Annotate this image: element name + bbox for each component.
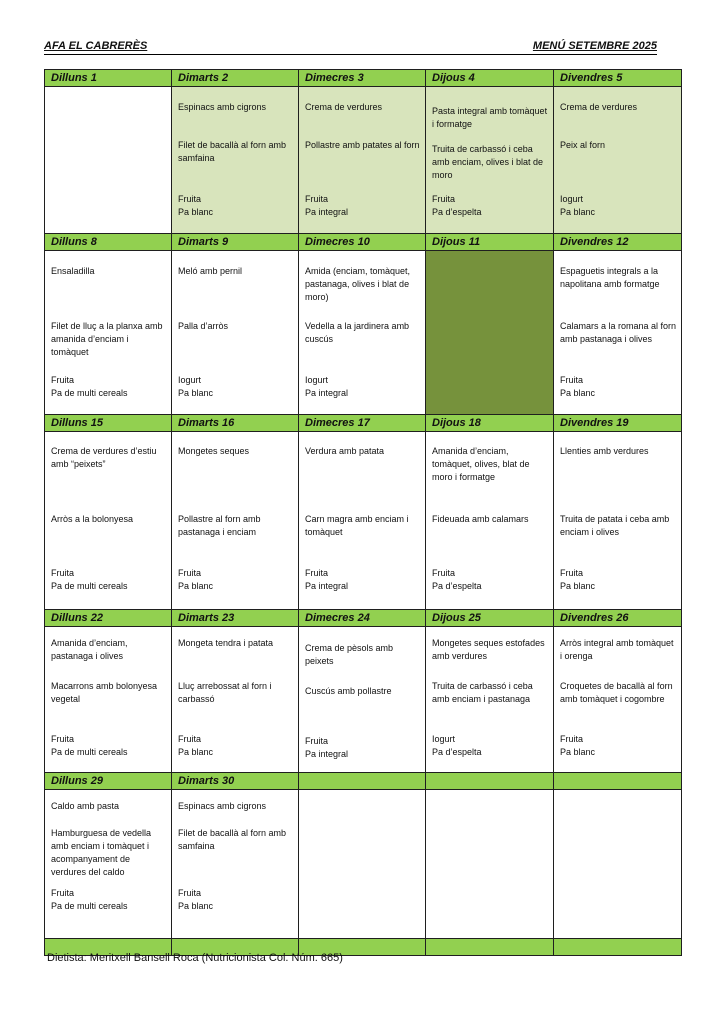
day-header: Dilluns 15 bbox=[45, 415, 172, 432]
second-course: Truita de carbassó i ceba amb enciam, olives i blat de moro bbox=[432, 144, 544, 180]
first-course: Espinacs amb cigrons bbox=[178, 102, 267, 112]
dessert: Fruita bbox=[432, 568, 456, 578]
dessert: Fruita bbox=[178, 194, 202, 204]
first-course: Verdura amb patata bbox=[305, 446, 385, 456]
first-course: Crema de verdures bbox=[305, 102, 383, 112]
dessert: Fruita bbox=[51, 888, 75, 898]
dessert: Fruita bbox=[51, 568, 75, 578]
menu-cell bbox=[426, 87, 554, 234]
second-course: Filet de lluç a la planxa amb amanida d’enciam i tomàquet bbox=[51, 321, 163, 357]
day-header-row bbox=[45, 773, 682, 790]
menu-cell bbox=[554, 790, 682, 939]
menu-cell bbox=[172, 87, 299, 234]
dessert: Fruita bbox=[51, 734, 75, 744]
menu-cell bbox=[299, 251, 426, 415]
dessert: Fruita bbox=[305, 736, 329, 746]
first-course: Pasta integral amb tomàquet i formatge bbox=[432, 106, 548, 129]
day-header: Dijous 18 bbox=[426, 415, 554, 432]
second-course: Truita de carbassó i ceba amb enciam i pastanaga bbox=[432, 681, 533, 704]
day-header-row bbox=[45, 610, 682, 627]
menu-cell bbox=[172, 251, 299, 415]
bread: Pa blanc bbox=[178, 747, 214, 757]
bread: Pa blanc bbox=[178, 207, 214, 217]
bread: Pa d’espelta bbox=[432, 581, 482, 591]
bread: Pa blanc bbox=[178, 901, 214, 911]
first-course: Crema de verdures bbox=[560, 102, 638, 112]
dietitian-credit: Dietista: Meritxell Bansell Roca (Nutricionista Col. Núm. 665) bbox=[47, 952, 343, 964]
footer-cell bbox=[426, 939, 554, 956]
menu-cell bbox=[299, 432, 426, 610]
bread: Pa blanc bbox=[178, 388, 214, 398]
day-header bbox=[299, 773, 426, 790]
bread: Pa integral bbox=[305, 749, 349, 759]
second-course: Peix al forn bbox=[560, 140, 606, 150]
bread: Pa blanc bbox=[560, 207, 596, 217]
bread: Pa de multi cereals bbox=[51, 747, 128, 757]
bread: Pa d’espelta bbox=[432, 207, 482, 217]
menu-cell bbox=[554, 432, 682, 610]
dessert: Fruita bbox=[560, 734, 584, 744]
second-course: Cuscús amb pollastre bbox=[305, 686, 392, 696]
day-header: Dilluns 22 bbox=[45, 610, 172, 627]
bread: Pa blanc bbox=[560, 388, 596, 398]
day-header: Divendres 5 bbox=[554, 70, 682, 87]
second-course: Macarrons amb bolonyesa vegetal bbox=[51, 681, 158, 704]
dessert: Iogurt bbox=[432, 734, 456, 744]
day-header: Dimarts 30 bbox=[172, 773, 299, 790]
day-header: Dimecres 24 bbox=[299, 610, 426, 627]
day-header: Dijous 4 bbox=[426, 70, 554, 87]
menu-table bbox=[44, 69, 682, 956]
day-header: Dilluns 1 bbox=[45, 70, 172, 87]
dessert: Fruita bbox=[305, 568, 329, 578]
second-course: Pollastre al forn amb pastanaga i enciam bbox=[178, 514, 261, 537]
day-header-row bbox=[45, 70, 682, 87]
first-course: Mongetes seques estofades amb verdures bbox=[432, 638, 545, 661]
first-course: Amanida d’enciam, pastanaga i olives bbox=[51, 638, 128, 661]
dessert: Fruita bbox=[432, 194, 456, 204]
second-course: Palla d’arròs bbox=[178, 321, 229, 331]
menu-cell bbox=[554, 87, 682, 234]
bread: Pa de multi cereals bbox=[51, 388, 128, 398]
menu-row bbox=[45, 87, 682, 234]
day-header-row bbox=[45, 234, 682, 251]
dessert: Fruita bbox=[178, 734, 202, 744]
menu-row bbox=[45, 790, 682, 939]
menu-cell bbox=[172, 790, 299, 939]
bread: Pa integral bbox=[305, 207, 349, 217]
second-course: Vedella a la jardinera amb cuscús bbox=[305, 321, 410, 344]
page-header bbox=[44, 40, 657, 55]
bread: Pa blanc bbox=[560, 747, 596, 757]
day-header: Dilluns 8 bbox=[45, 234, 172, 251]
day-header: Dijous 25 bbox=[426, 610, 554, 627]
first-course: Llenties amb verdures bbox=[560, 446, 649, 456]
first-course: Amida (enciam, tomàquet, pastanaga, olives i blat de moro) bbox=[305, 266, 411, 302]
second-course: Carn magra amb enciam i tomàquet bbox=[305, 514, 409, 537]
dessert: Iogurt bbox=[178, 375, 202, 385]
day-header: Dimarts 2 bbox=[172, 70, 299, 87]
menu-row bbox=[45, 627, 682, 773]
menu-row bbox=[45, 251, 682, 415]
menu-cell bbox=[299, 790, 426, 939]
menu-cell bbox=[299, 627, 426, 773]
day-header: Dimecres 3 bbox=[299, 70, 426, 87]
bread: Pa integral bbox=[305, 581, 349, 591]
first-course: Arròs integral amb tomàquet i orenga bbox=[560, 638, 674, 661]
bread: Pa blanc bbox=[560, 581, 596, 591]
first-course: Mongetes seques bbox=[178, 446, 250, 456]
dessert: Fruita bbox=[178, 568, 202, 578]
first-course: Amanida d’enciam, tomàquet, olives, blat de moro i formatge bbox=[432, 446, 530, 482]
day-header: Dimarts 23 bbox=[172, 610, 299, 627]
day-header: Dimarts 16 bbox=[172, 415, 299, 432]
menu-cell bbox=[426, 251, 554, 415]
first-course: Ensaladilla bbox=[51, 266, 95, 276]
first-course: Mongeta tendra i patata bbox=[178, 638, 274, 648]
menu-cell bbox=[426, 627, 554, 773]
second-course: Hamburguesa de vedella amb enciam i tomàquet i acompanyament de verdures del caldo bbox=[51, 828, 152, 877]
second-course: Fideuada amb calamars bbox=[432, 514, 529, 524]
footer-cell bbox=[554, 939, 682, 956]
menu-cell bbox=[554, 627, 682, 773]
association-name: AFA EL CABRERÈS bbox=[44, 40, 148, 52]
menu-cell bbox=[45, 627, 172, 773]
menu-cell bbox=[172, 627, 299, 773]
day-header: Dijous 11 bbox=[426, 234, 554, 251]
second-course: Filet de bacallà al forn amb samfaina bbox=[178, 140, 287, 163]
day-header: Dimecres 17 bbox=[299, 415, 426, 432]
bread: Pa blanc bbox=[178, 581, 214, 591]
dessert: Iogurt bbox=[305, 375, 329, 385]
second-course: Truita de patata i ceba amb enciam i olives bbox=[560, 514, 670, 537]
dessert: Fruita bbox=[560, 375, 584, 385]
menu-title: MENÚ SETEMBRE 2025 bbox=[532, 40, 657, 52]
menu-cell bbox=[45, 432, 172, 610]
second-course: Croquetes de bacallà al forn amb tomàquet i cogombre bbox=[560, 681, 673, 704]
bread: Pa integral bbox=[305, 388, 349, 398]
day-header: Divendres 12 bbox=[554, 234, 682, 251]
day-header: Divendres 26 bbox=[554, 610, 682, 627]
day-header-row bbox=[45, 415, 682, 432]
dessert: Fruita bbox=[178, 888, 202, 898]
day-header bbox=[554, 773, 682, 790]
bread: Pa d’espelta bbox=[432, 747, 482, 757]
dessert: Fruita bbox=[51, 375, 75, 385]
menu-cell bbox=[554, 251, 682, 415]
first-course: Meló amb pernil bbox=[178, 266, 243, 276]
menu-cell bbox=[426, 790, 554, 939]
menu-cell bbox=[45, 790, 172, 939]
first-course: Crema de pèsols amb peixets bbox=[305, 643, 394, 666]
day-header bbox=[426, 773, 554, 790]
first-course: Espaguetis integrals a la napolitana amb formatge bbox=[560, 266, 660, 289]
bread: Pa de multi cereals bbox=[51, 901, 128, 911]
menu-cell bbox=[299, 87, 426, 234]
day-header: Dimarts 9 bbox=[172, 234, 299, 251]
day-header: Divendres 19 bbox=[554, 415, 682, 432]
first-course: Caldo amb pasta bbox=[51, 801, 120, 811]
second-course: Arròs a la bolonyesa bbox=[51, 514, 134, 524]
menu-cell bbox=[45, 87, 172, 234]
first-course: Crema de verdures d’estiu amb “peixets” bbox=[51, 446, 157, 469]
second-course: Filet de bacallà al forn amb samfaina bbox=[178, 828, 287, 851]
second-course: Pollastre amb patates al forn bbox=[305, 140, 420, 150]
first-course: Espinacs amb cigrons bbox=[178, 801, 267, 811]
menu-row bbox=[45, 432, 682, 610]
second-course: Calamars a la romana al forn amb pastanaga i olives bbox=[560, 321, 677, 344]
second-course: Lluç arrebossat al forn i carbassó bbox=[178, 681, 272, 704]
day-header: Dilluns 29 bbox=[45, 773, 172, 790]
day-header: Dimecres 10 bbox=[299, 234, 426, 251]
menu-cell bbox=[426, 432, 554, 610]
bread: Pa de multi cereals bbox=[51, 581, 128, 591]
menu-cell bbox=[45, 251, 172, 415]
dessert: Fruita bbox=[560, 568, 584, 578]
menu-cell bbox=[172, 432, 299, 610]
dessert: Fruita bbox=[305, 194, 329, 204]
dessert: Iogurt bbox=[560, 194, 584, 204]
